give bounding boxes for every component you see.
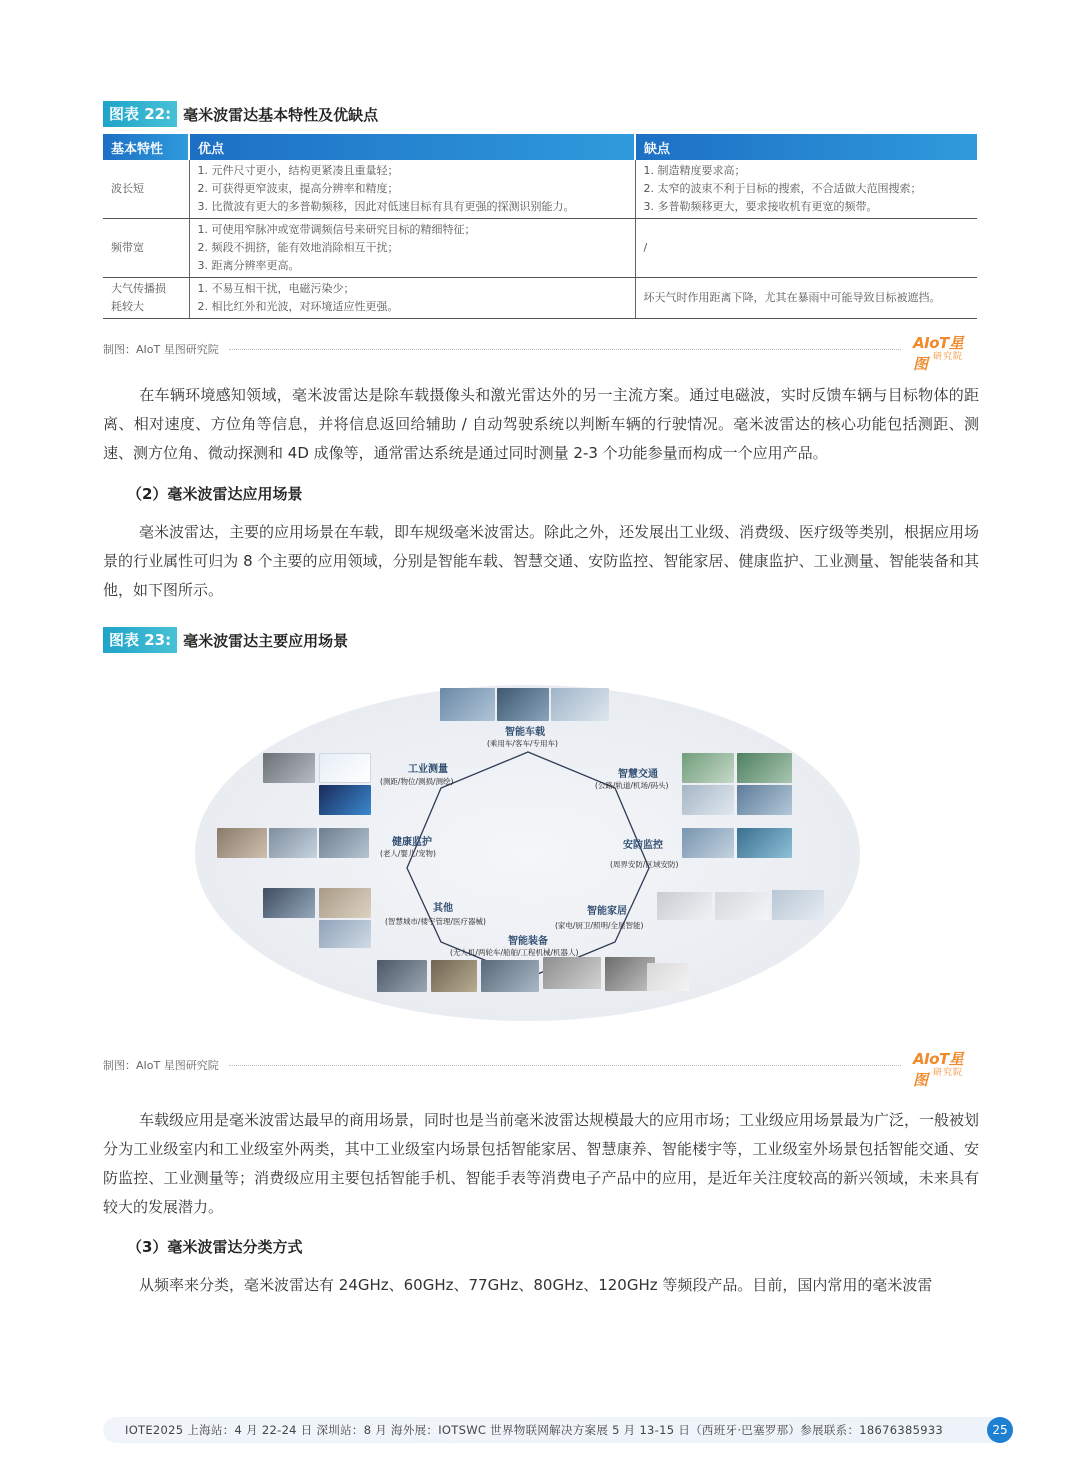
pros-cell [189,160,635,219]
traffic-photo [682,753,734,783]
home-photo-3 [772,890,824,920]
cons-cell: / [635,219,977,278]
drone-photo [377,960,427,992]
node-sub-equipment: (无人机/两轮车/船舶/工程机械/机器人) [450,948,579,957]
node-title-traffic: 智慧交通 [618,769,658,780]
pros-line: 1. 元件尺寸更小，结构更紧凑且重量轻； [197,164,399,177]
table-header-row [103,134,977,160]
table-row [103,278,977,319]
ship-photo [481,960,539,992]
feature-line: 大气传播损 [111,282,166,295]
node-title-health: 健康监护 [392,837,432,848]
pros-line: 3. 距离分辨率更高。 [197,259,300,272]
port-photo [737,785,792,815]
dotted-divider [229,349,901,350]
pet-photo [319,828,369,858]
page-number-badge: 25 [987,1417,1013,1443]
cons-line: 1. 制造精度要求高； [643,164,746,177]
city-photo [263,888,315,918]
footer-banner: IOTE2025 上海站：4 月 22-24 日 深圳站：8 月 海外展：IOTSWC 世界物联网解决方案展 5 月 13-15 日（西班牙·巴塞罗那）参展联系：18676385933 [103,1417,993,1443]
rail-photo [737,753,792,783]
header-cons: 缺点 [635,134,977,160]
home-photo-2 [715,892,769,920]
node-title-equipment: 智能装备 [508,936,548,947]
feature-cell [103,278,189,319]
security-photo-1 [682,828,734,858]
feature-cell: 波长短 [103,160,189,219]
industry-chart-photo [319,753,371,783]
paragraph-2: 毫米波雷达，主要的应用场景在车载，即车规级毫米波雷达。除此之外，还发展出工业级、消费级、医疗级等类别，根据应用场景的行业属性可归为 8 个主要的应用领域，分别是智能车载、智慧交通、安防监控、智能家居、健康监护、工业测量、智能装备和其他，如下图所示。 [103,523,980,599]
industry-scan-photo [319,785,371,815]
header-pros: 优点 [189,134,635,160]
figure-23-text: 毫米波雷达主要应用场景 [183,631,349,650]
cons-line: 2. 太窄的波束不利于目标的搜索，不合适做大范围搜索； [643,182,922,195]
paragraph-3: 车载级应用是毫米波雷达最早的商用场景，同时也是当前毫米波雷达规模最大的应用市场；工业级应用场景最为广泛，一般被划分为工业级室内和工业级室外两类，其中工业级室内场景包括智能家居、智慧康养、智能楼宇等，工业级室外场景包括智能交通、安防监控、工业测量等；消费级应用主要包括智能手机、智能手表等消费电子产品中的应用，是近年关注度较高的新兴领域，未来具有较大的发展潜力。 [103,1111,980,1216]
node-sub-traffic: (公路/轨道/机场/码头) [595,781,669,790]
feature-line: 耗较大 [111,300,144,313]
section-3-heading: （3）毫米波雷达分类方式 [127,1238,303,1256]
table-row [103,160,977,219]
credit-text: 制图：AIoT 星图研究院 [103,1059,219,1072]
building-photo [319,888,371,918]
medical-photo [319,920,371,948]
figure-23-label: 图表 23: [103,627,177,653]
application-scenarios-diagram [195,685,860,1021]
credit-text: 制图：AIoT 星图研究院 [103,343,219,356]
figure-23-title [103,627,348,653]
page-footer [103,1416,1013,1444]
figure-22-credit [103,334,977,373]
header-feature: 基本特性 [103,134,189,160]
aiot-logo-icon: AIoT星图 研究院 [913,334,964,373]
robot-photo [647,963,689,991]
node-sub-other: (智慧城市/楼宇管理/医疗器械) [385,917,486,926]
characteristics-table [103,134,977,319]
node-title-industrial: 工业测量 [408,764,448,775]
pros-line: 3. 比微波有更大的多普勒频移，因此对低速目标有具有更强的探测识别能力。 [197,200,575,213]
pros-line: 2. 频段不拥挤，能有效地消除相互干扰； [197,241,399,254]
figure-22-label: 图表 22: [103,101,177,127]
node-sub-health: (老人/婴儿/宠物) [380,849,436,858]
elder-photo [217,828,267,858]
baby-photo [269,828,317,858]
paragraph-1: 在车辆环境感知领域，毫米波雷达是除车载摄像头和激光雷达外的另一主流方案。通过电磁波，实时反馈车辆与目标物体的距离、相对速度、方位角等信息，并将信息返回给辅助 / 自动驾驶系统以判断车辆的行驶情况。毫米波雷达的核心功能包括测距、测速、测方位角、微动探测和 4D 成像等，通常雷达系统是通过同时测量 2-3 个功能参量而构成一个应用产品。 [103,386,979,462]
node-title-security: 安防监控 [623,840,663,851]
pros-line: 1. 不易互相干扰，电磁污染少； [197,282,355,295]
aiot-logo-icon: AIoT星图 研究院 [913,1050,964,1089]
car-photo [440,688,495,721]
truck-photo [551,688,609,721]
cons-line: 3. 多普勒频移更大，要求接收机有更宽的频带。 [643,200,878,213]
node-title-other: 其他 [433,903,453,914]
feature-cell: 频带宽 [103,219,189,278]
pros-cell [189,219,635,278]
figure-22-title [103,101,378,127]
node-title-vehicle: 智能车载 [505,727,545,738]
node-sub-home: (家电/厨卫/照明/全屋智能) [555,921,644,930]
node-sub-security: (周界安防/区域安防) [610,860,679,869]
home-photo-1 [657,892,712,920]
paragraph-4: 从频率来分类，毫米波雷达有 24GHz、60GHz、77GHz、80GHz、120GHz 等频段产品。目前，国内常用的毫米波雷 [139,1276,933,1294]
cons-cell: 坏天气时作用距离下降，尤其在暴雨中可能导致目标被遮挡。 [635,278,977,319]
bus-photo [497,688,549,721]
figure-23-credit [103,1050,977,1089]
airport-photo [682,785,734,815]
node-sub-industrial: (测距/物位/测损/测绘) [380,777,454,786]
node-title-home: 智能家居 [587,906,627,917]
pros-line: 2. 相比红外和光波，对环境适应性更强。 [197,300,399,313]
section-2-heading: （2）毫米波雷达应用场景 [127,485,303,503]
pros-line: 1. 可使用窄脉冲或宽带调频信号来研究目标的精细特征； [197,223,476,236]
pros-cell [189,278,635,319]
machinery-photo [543,957,601,989]
cons-cell [635,160,977,219]
figure-22-text: 毫米波雷达基本特性及优缺点 [183,105,379,124]
table-row [103,219,977,278]
dotted-divider [229,1065,901,1066]
industry-photo-1 [263,753,315,783]
node-sub-vehicle: (乘用车/客车/专用车) [487,739,558,748]
security-photo-2 [737,828,792,858]
pros-line: 2. 可获得更窄波束，提高分辨率和精度； [197,182,399,195]
bike-photo [431,960,477,992]
